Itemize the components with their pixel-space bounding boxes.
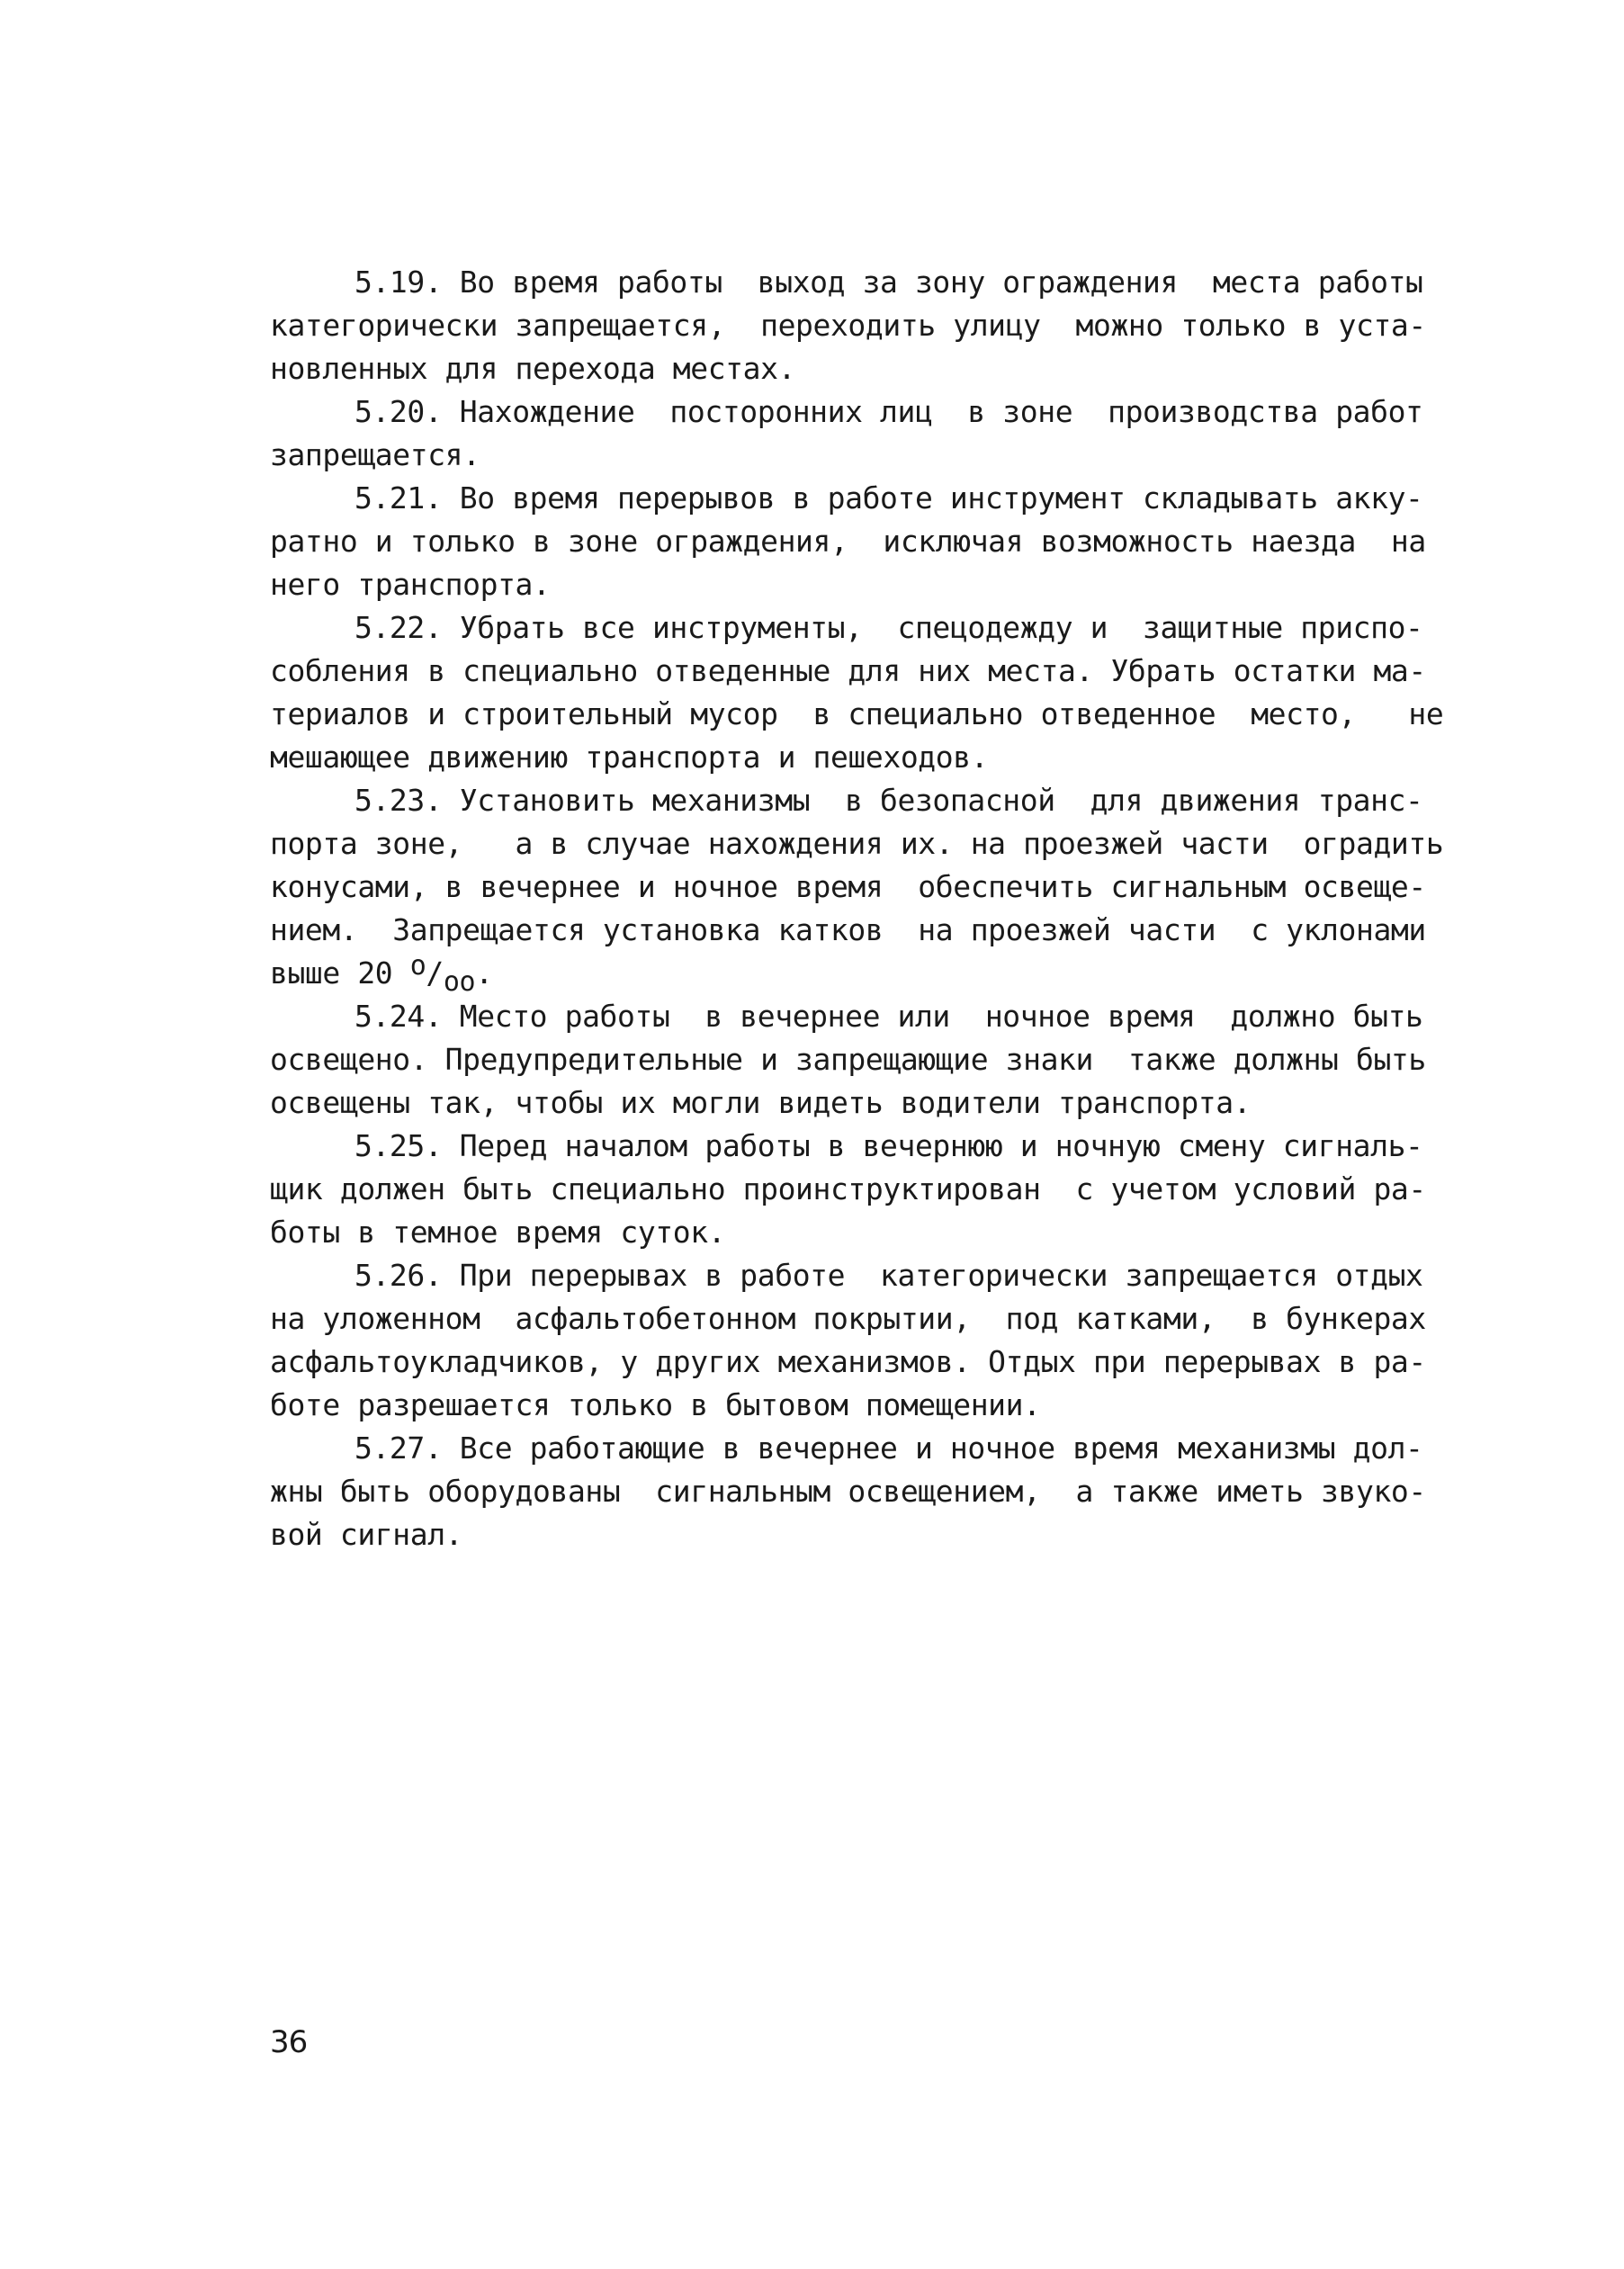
text-line: нием. Запрещается установка катков на проезжей части с уклонами	[270, 912, 1426, 947]
text-line: 5.26. При перерывах в работе категорически запрещается отдых	[354, 1258, 1423, 1293]
page-number: 36	[270, 2024, 308, 2060]
text-line: 5.21. Во время перерывов в работе инструмент складывать акку-	[354, 480, 1423, 516]
text-line: запрещается.	[270, 437, 480, 472]
gradient-prefix: выше 20	[270, 955, 410, 991]
text-line: новленных для перехода местах.	[270, 351, 796, 386]
text-line: боте разрешается только в бытовом помещении.	[270, 1387, 1041, 1422]
text-line: освещено. Предупредительные и запрещающие знаки также должны быть	[270, 1042, 1426, 1077]
paragraph-5-20	[270, 390, 1423, 477]
text-line: конусами, в вечернее и ночное время обеспечить сигнальным освеще-	[270, 869, 1426, 904]
text-line: на уложенном асфальтобетонном покрытии, под катками, в бункерах	[270, 1301, 1426, 1336]
text-line: порта зоне, а в случае нахождения их. на проезжей части оградить	[270, 826, 1444, 861]
text-line: мешающее движению транспорта и пешеходов.	[270, 740, 989, 775]
gradient-superscript: о	[409, 950, 426, 982]
text-line: боты в темное время суток.	[270, 1215, 726, 1250]
text-line: вой сигнал.	[270, 1517, 463, 1552]
text-line: 5.27. Все работающие в вечернее и ночное время механизмы дол-	[354, 1430, 1423, 1466]
paragraph-5-27	[270, 1427, 1426, 1556]
paragraph-5-25	[270, 1125, 1426, 1254]
text-line: 5.23. Установить механизмы в безопасной для движения транс-	[354, 783, 1423, 818]
paragraph-5-23	[270, 779, 1444, 998]
gradient-subscript: оо	[443, 966, 476, 998]
gradient-line	[270, 950, 1423, 998]
text-line: 5.24. Место работы в вечернее или ночное время должно быть	[354, 999, 1423, 1034]
text-line: 5.19. Во время работы выход за зону ограждения места работы	[354, 265, 1423, 300]
text-line: освещены так, чтобы их могли видеть водители транспорта.	[270, 1085, 1252, 1120]
paragraph-5-19	[270, 261, 1426, 390]
text-line: категорически запрещается, переходить улицу можно только в уста-	[270, 308, 1426, 343]
text-line: щик должен быть специально проинструктирован с учетом условий ра-	[270, 1171, 1426, 1206]
text-line: него транспорта.	[270, 567, 551, 602]
text-line: ратно и только в зоне ограждения, исключая возможность наезда на	[270, 524, 1426, 559]
text-line: асфальтоукладчиков, у других механизмов. Отдых при перерывах в ра-	[270, 1344, 1426, 1379]
text-line: 5.22. Убрать все инструменты, спецодежду и защитные приспо-	[354, 610, 1423, 645]
document-body	[270, 261, 1444, 1556]
text-line: 5.25. Перед началом работы в вечернюю и ночную смену сигналь-	[354, 1128, 1423, 1163]
paragraph-5-26	[270, 1254, 1426, 1427]
paragraph-5-21	[270, 477, 1426, 606]
gradient-slash: /	[426, 955, 444, 991]
paragraph-5-24	[270, 995, 1426, 1125]
text-line: собления в специально отведенные для них места. Убрать остатки ма-	[270, 653, 1426, 688]
paragraph-5-22	[270, 606, 1444, 779]
text-line: териалов и строительный мусор в специально отведенное место, не	[270, 696, 1444, 731]
gradient-suffix: .	[475, 955, 493, 991]
text-line: 5.20. Нахождение посторонних лиц в зоне производства работ	[354, 394, 1423, 429]
text-line: жны быть оборудованы сигнальным освещением, а также иметь звуко-	[270, 1474, 1426, 1509]
